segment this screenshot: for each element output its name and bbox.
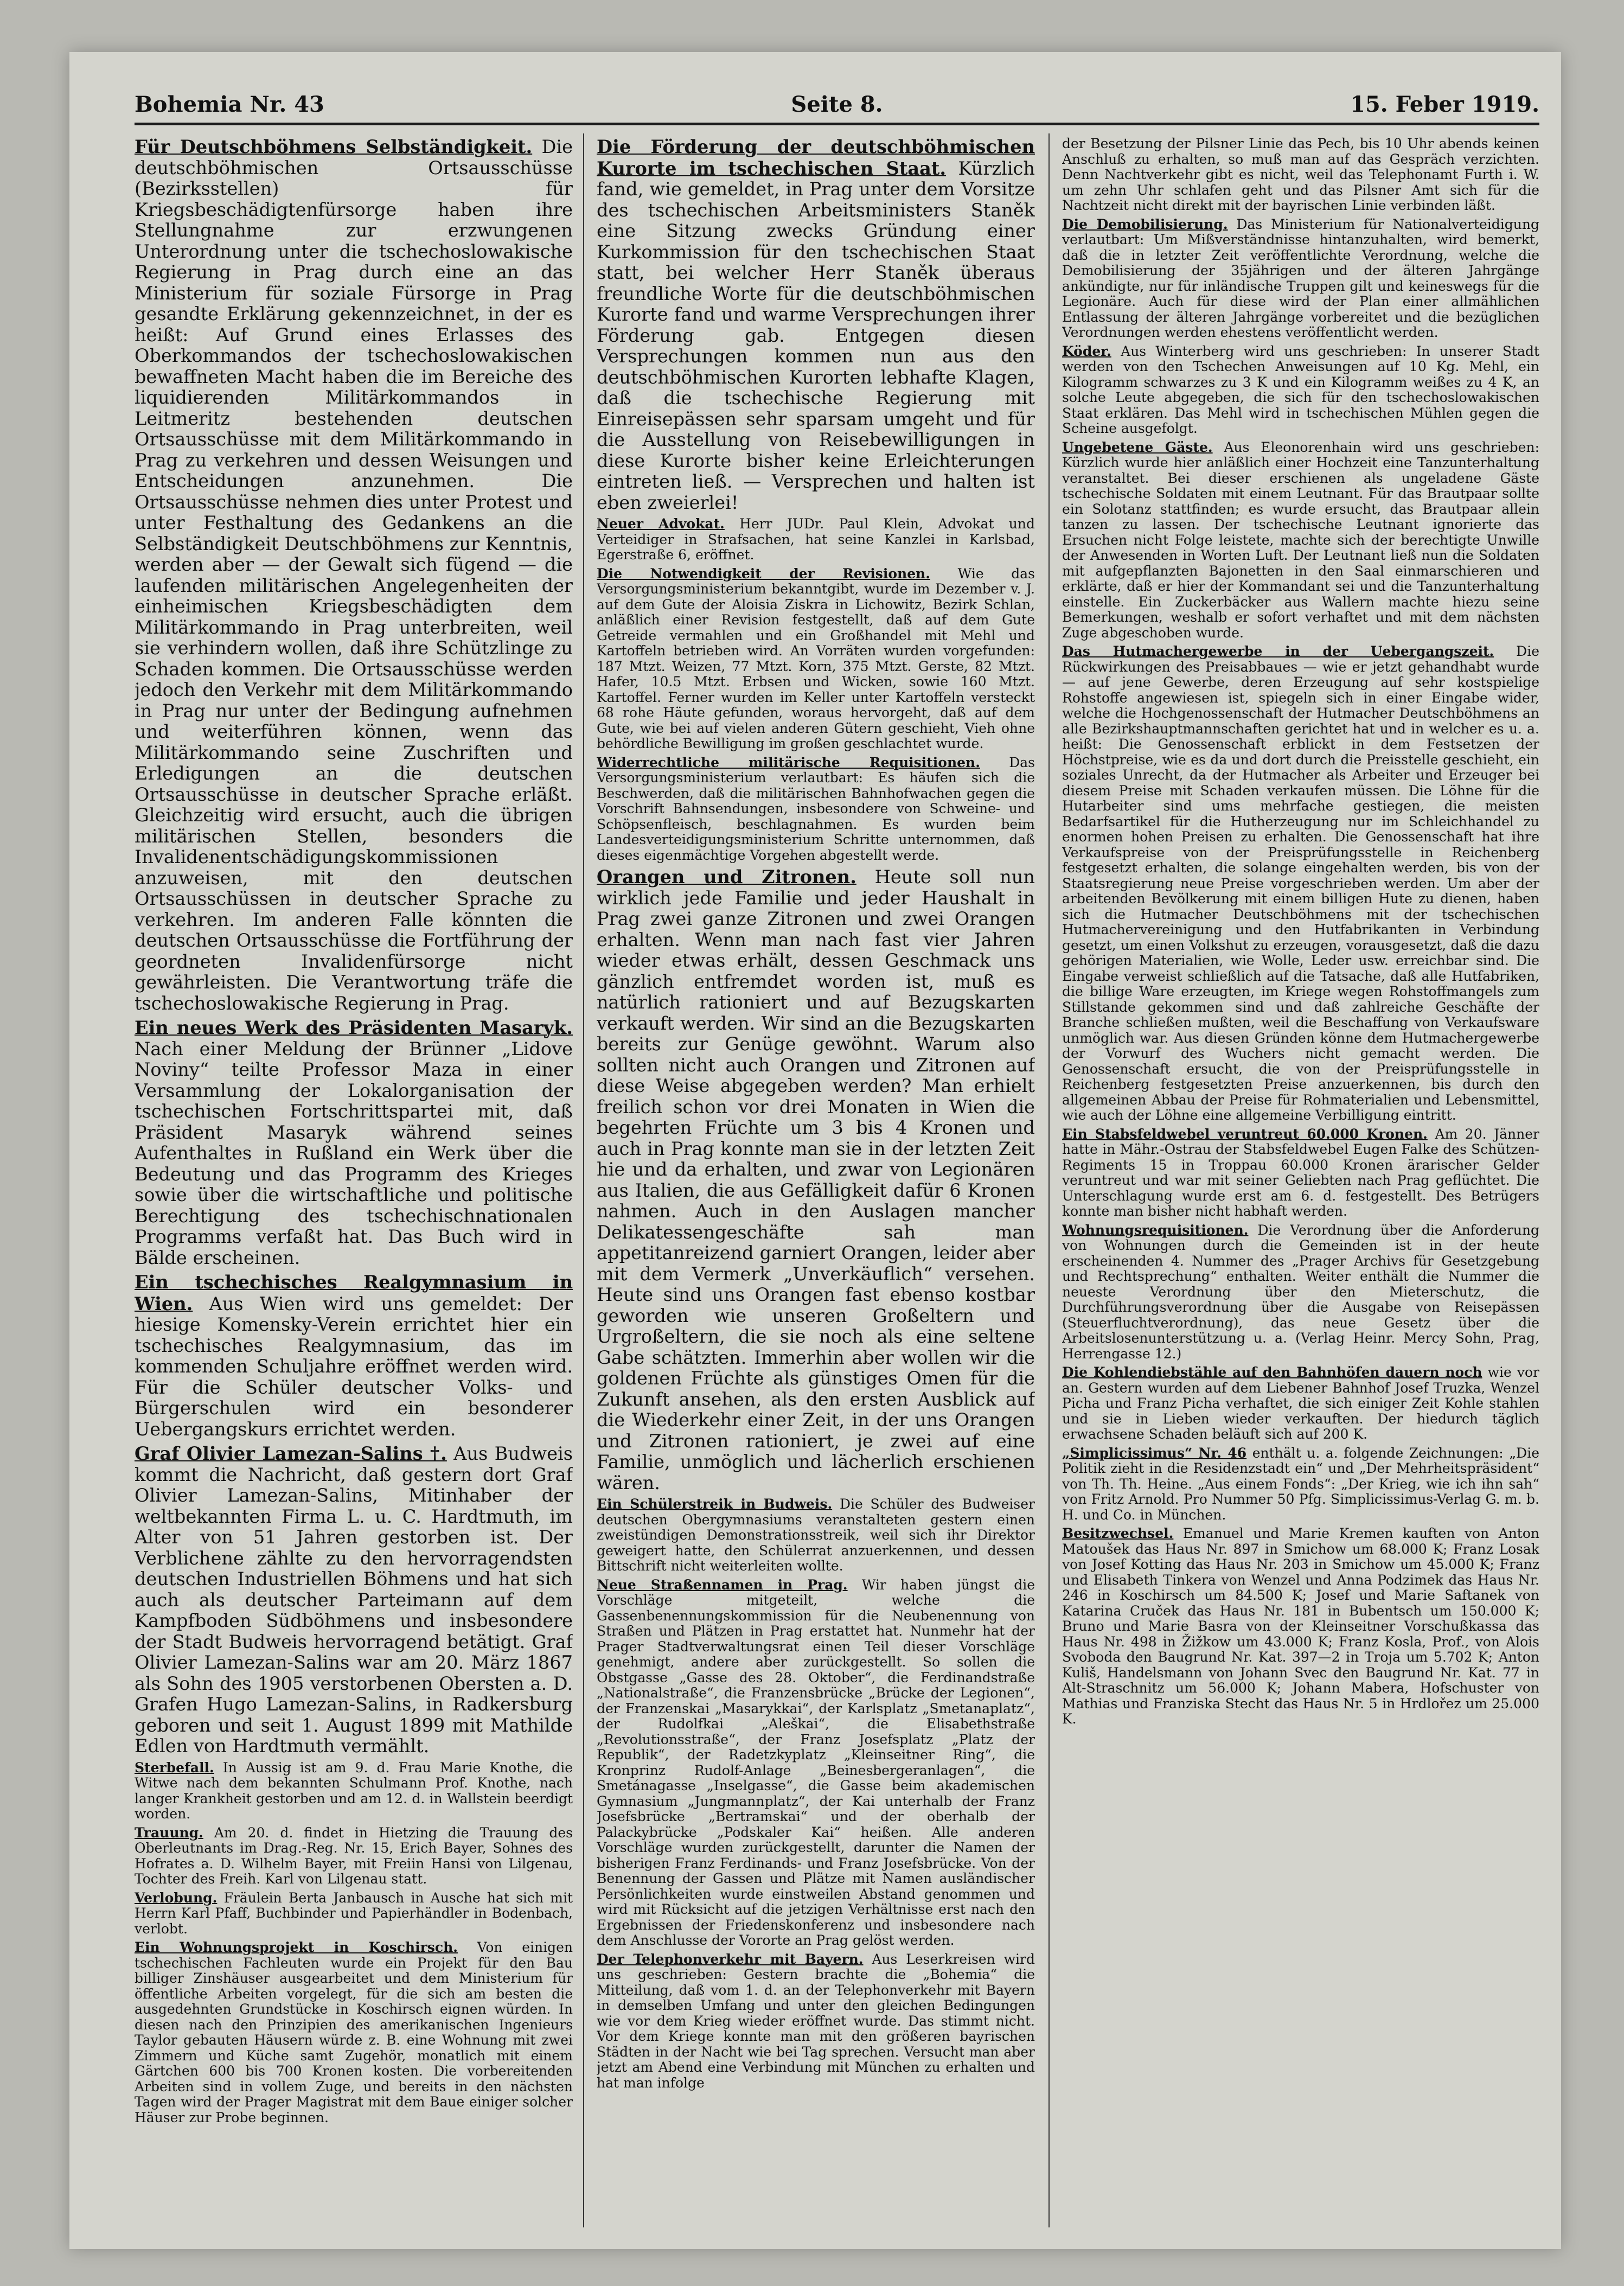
article-headline: Ein neues Werk des Präsidenten Masaryk. (135, 1017, 573, 1038)
article-c1f (135, 1825, 573, 1887)
article-headline: „Simplicissimus“ Nr. 46 (1062, 1445, 1247, 1461)
article-body: wie vor an. Gestern wurden auf dem Liebener Bahnhof Josef Truzka, Wenzel Picha und Franz Picha verhaftet, die sich einiger Zeit Kohle stahlen und sie in Lieben wieder verkauften. Der hiedurch täglich erwachsene Schaden beläuft sich auf 200 K. (1062, 1364, 1539, 1442)
article-body: Das Ministerium für Nationalverteidigung verlautbart: Um Mißverständnisse hintanzuhalten, wird bemerkt, daß die in letzter Zeit veröffentlichte Verordnung, welche die Demobilisierung der 35jährigen und der älteren Jahrgänge ankündigte, nur für inländische Truppen gilt und keineswegs für die Legionäre. Auch für diese wird der Plan einer allmählichen Entlassung der älteren Jahrgänge vorbereitet und die bezüglichen Verordnungen werden ehestens veröffentlicht werden. (1062, 216, 1539, 340)
article-headline: Der Telephonverkehr mit Bayern. (597, 1951, 864, 1967)
article-headline: Die Notwendigkeit der Revisionen. (597, 565, 931, 582)
article-c3g (1062, 1223, 1539, 1362)
article-body: der Besetzung der Pilsner Linie das Pech, bis 10 Uhr abends keinen Anschluß zu erhalten, so muß man auf das Gespräch verzichten. Denn Nachtverkehr gibt es nicht, weil das Telephonamt Furth i. W. um zehn Uhr schlafen geht und das Pilsner Amt sich für die Nachtzeit nicht direkt mit der bayrischen Linie verbinden läßt. (1062, 136, 1539, 213)
article-body: Heute soll nun wirklich jede Familie und jeder Haushalt in Prag zwei ganze Zitronen und zwei Orangen erhalten. Wenn man nach fast vier Jahren wieder etwas erhält, dessen Geschmack uns gänzlich entfremdet worden ist, muß es natürlich rationiert und auf Bezugskarten verkauft werden. Wir sind an die Bezugskarten bereits zur Genüge gewöhnt. Warum also sollten nicht auch Orangen und Zitronen auf diese Weise abgegeben werden? Man erhielt freilich schon vor drei Monaten in Wien die begehrten Früchte um 3 bis 4 Kronen und auch in Prag konnte man sie in der letzten Zeit hie und da erhalten, und zwar von Legionären aus Italien, die aus Gefälligkeit dafür 6 Kronen nahmen. Auch in den Auslagen mancher Delikatessengeschäfte sah man appetitanreizend garniert Orangen, leider aber mit dem Vermerk „Unverkäuflich“ versehen. Heute sind uns Orangen fast ebenso kostbar geworden wie unseren Großeltern und Urgroßeltern, die sie noch als eine seltene Gabe schätzten. Immerhin aber wollen wir die goldenen Früchte als günstiges Omen für die Zukunft ansehen, als den ersten Ausblick auf die Wiederkehr einer Zeit, in der uns Orangen und Zitronen rationiert, je zwei auf eine Familie, unmöglich und lächerlich erschienen wären. (597, 866, 1035, 1493)
article-body: Kürzlich fand, wie gemeldet, in Prag unter dem Vorsitze des tschechischen Arbeitsministers Staněk eine Sitzung zwecks Gründung einer Kurkommission für den tschechischen Staat statt, bei welcher Herr Staněk überaus freundliche Worte für die deutschböhmischen Kurorte fand und warme Versprechungen ihrer Förderung gab. Entgegen diesen Versprechungen kommen nun aus den deutschböhmischen Kurorten lebhafte Klagen, daß die tschechische Regierung mit Einreisepässen sehr sparsam umgeht und für die Ausstellung von Reisebewilligungen in diese Kurorte bisher keine Erleichterungen eintreten ließ. — Versprechen und halten ist eben zweierlei! (597, 157, 1035, 513)
article-body: Aus Eleonorenhain wird uns geschrieben: Kürzlich wurde hier anläßlich einer Hochzeit eine Tanzunterhaltung veranstaltet. Bei dieser erschienen als ungeladene Gäste tschechische Soldaten mit einem Leutnant. Für das Brautpaar sollte ein Solotanz stattfinden; es wurde ersucht, das Brautpaar allein tanzen zu lassen. Der tschechische Leutnant ignorierte das Ersuchen nicht Folge leistete, machte sich der berechtigte Unwille der Anwesenden in Worten Luft. Der Leutnant ließ nun die Soldaten mit aufgepflanzten Bajonetten in den Saal einmarschieren und erklärte, daß er hier der Kommandant sei und die Tanzunterhaltung einstelle. Ein Zuckerbäcker aus Wallern machte hiezu seine Bemerkungen, weshalb er sofort verhaftet und mit dem nächsten Zuge abgeschoben wurde. (1062, 439, 1539, 641)
article-c2c (597, 566, 1035, 752)
article-body: enthält u. a. folgende Zeichnungen: „Die Politik zieht in die Residenzstadt ein“ und „Der Mehrheitspräsident“ von Th. Th. Heine. „Aus einem Fonds“: „Der Krieg, wie ich ihn sah“ von Fritz Arnold. Pro Nummer 50 Pfg. Simplicissimus-Verlag G. m. b. H. und Co. in München. (1062, 1445, 1539, 1523)
article-c2d (597, 755, 1035, 864)
column-2 (597, 136, 1035, 2227)
article-headline: Ungebetene Gäste. (1062, 439, 1213, 455)
article-body: Aus Winterberg wird uns geschrieben: In unserer Stadt werden von den Tschechen Anweisungen auf 10 Kg. Mehl, ein Kilogramm schwarzes zu 3 K und ein Kilogramm weißes zu 4 K, an solche Leute abgegeben, die sich für den tschechoslowakischen Staat erklären. Das Mehl wird in tschechischen Mühlen gegen die Scheine ausgefolgt. (1062, 343, 1539, 436)
article-body: Das Versorgungsministerium verlautbart: Es häufen sich die Beschwerden, daß die militärischen Bahnhofwachen gegen die Vorschrift Bahnsendungen, insbesondere von Schweine- und Schöpsenfleisch, beschlagnahmen. Es wurden beim Landesverteidigungsministerium Schritte unternommen, daß dieses eigenmächtige Vorgehen abgestellt werde. (597, 754, 1035, 863)
column-1 (135, 136, 573, 2227)
article-body: Am 20. Jänner hatte in Mähr.-Ostrau der Stabsfeldwebel Eugen Falke des Schützen-Regiments 15 in Troppau 60.000 Kronen ärarischer Gelder veruntreut und war mit seiner Geliebten nach Prag geflüchtet. Die Unterschlagung wurde erst am 6. d. festgestellt. Des Betrügers konnte man bisher nicht habhaft werden. (1062, 1126, 1539, 1219)
article-c1g (135, 1891, 573, 1937)
article-body: Die Rückwirkungen des Preisabbaues — wie er jetzt gehandhabt wurde — auf jene Gewerbe, deren Erzeugung auf sehr kostspielige Rohstoffe angewiesen ist, spiegeln sich in einer Eingabe wider, welche die Hochgenossenschaft der Hutmacher Deutschböhmens an alle Bezirkshauptmannschaften gerichtet hat und in welcher es u. a. heißt: Die Genossenschaft erblickt in dem Festsetzen der Höchstpreise, wie es da und dort durch die Preisstelle geschieht, ein soziales Unrecht, da der Hutmacher als Arbeiter und Erzeuger bei diesem Preise mit Schaden verkaufen müssen. Die Löhne für die Hutarbeiter sind ums mehrfache gestiegen, die meisten Bedarfsartikel für die Hutherzeugung nur im Schleichhandel zu enormen hohen Preisen zu erhalten. Die Genossenschaft hat ihre Verkaufspreise von der Preisprüfungsstelle in Reichenberg festgesetzt erhalten, die solange eingehalten werden, bis von der Staatsregierung neue Preise vorgeschrieben werden. Um aber der arbeitenden Bevölkerung mit einem billigen Hute zu dienen, haben sich die Hutmacher Deutschböhmens mit der tschechischen Hutmachervereinigung und den Hutfabrikanten in Verbindung gesetzt, um einen Volkshut zu erzeugen, vorausgesetzt, daß die dazu gehörigen Materialien, wie Wolle, Leder usw. erreichbar sind. Die Eingabe verweist schließlich auf die Tatsache, daß alle Hutfabriken, die billige Ware erzeugten, im Kriege wegen Rohstoffmangels zum Stillstande gekommen sind und daß zahlreiche Geschäfte der Branche schließen mußten, weil die Beschaffung von Verkaufsware unmöglich war. Aus diesen Gründen könne dem Hutmachergewerbe der Vorwurf des Wuchers nicht gemacht werden. Die Genossenschaft ersucht, die von der Preisprüfungsstelle in Reichenberg festgesetzten Preise anzuerkennen, bis durch den allgemeinen Abbau der Preise für Rohmaterialien und Lebensmittel, wie auch der Löhne eine allgemeine Verbilligung eintritt. (1062, 643, 1539, 1123)
article-body: Herr JUDr. Paul Klein, Advokat und Verteidiger in Strafsachen, hat seine Kanzlei in Karlsbad, Egerstraße 6, eröffnet. (597, 516, 1035, 563)
article-headline: Trauung. (135, 1824, 203, 1841)
article-headline: Ein tschechisches Realgymnasium in Wien. (135, 1271, 573, 1314)
article-body: In Aussig ist am 9. d. Frau Marie Knothe, die Witwe nach dem bekannten Schulmann Prof. Knothe, nach langer Krankheit gestorben und am 12. d. in Wallstein beerdigt worden. (135, 1759, 573, 1822)
article-c1e (135, 1760, 573, 1822)
article-c1c (135, 1272, 573, 1440)
article-c3i (1062, 1446, 1539, 1523)
article-c3h (1062, 1365, 1539, 1442)
article-c2e (597, 866, 1035, 1493)
article-body: Aus Budweis kommt die Nachricht, daß gestern dort Graf Olivier Lamezan-Salins, Mitinhaber der weltbekannten Firma L. u. C. Hardtmuth, im Alter von 51 Jahren gestorben ist. Der Verblichene zählte zu den hervorragendsten deutschen Industriellen Böhmens und hat sich auch als deutscher Parteimann auf dem Kampfboden Südböhmens und insbesondere der Stadt Budweis hervorragend betätigt. Graf Olivier Lamezan-Salins war am 20. März 1867 als Sohn des 1905 verstorbenen Obersten a. D. Grafen Hugo Lamezan-Salins, in Radkersburg geboren und seit 1. August 1899 mit Mathilde Edlen von Hardtmuth vermählt. (135, 1443, 573, 1757)
article-headline: Für Deutschböhmens Selbständigkeit. (135, 136, 533, 157)
article-body: Wir haben jüngst die Vorschläge mitgeteilt, welche die Gassenbenennungskommission für die Neubenennung von Straßen und Plätzen in Prag erstattet hat. Nunmehr hat der Prager Stadtverwaltungsrat einen Teil dieser Vorschläge genehmigt, andere aber zurückgestellt. So sollen die Obstgasse „Gasse des 28. Oktober“, die Ferdinandstraße „Nationalstraße“, die Franzensbrücke „Brücke der Legionen“, der Franzenskai „Masarykkai“, der Karlsplatz „Smetanaplatz“, der Rudolfkai „Aleškai“, die Elisabethstraße „Revolutionsstraße“, der Franz Josefsplatz „Platz der Republik“, der Radetzkyplatz „Kleinseitner Ring“, die Kronprinz Rudolf-Anlage „Beinesbergeranlagen“, die Smetánagasse „Inselgasse“, die Gasse beim akademischen Gymnasium „Jungmannplatz“, der Kai unterhalb der Franz Josefsbrücke „Bertramskai“ und der oberhalb der Palackybrücke „Podskaler Kai“ heißen. Alle anderen Vorschläge wurden zurückgestellt, darunter die Namen der bisherigen Franz Ferdinands- und Franz Josefsbrücke. Von der Benennung der Gassen und Plätze mit Namen ausländischer Persönlichkeiten wurde einstweilen Abstand genommen und wird mit Rücksicht auf die jetzigen Verhältnisse erst nach den Ergebnissen der Friedenskonferenz und insbesondere nach dem Anschlusse der Vororte an Prag gelöst werden. (597, 1576, 1035, 1948)
article-c1d (135, 1443, 573, 1757)
header-date: 15. Feber 1919. (1350, 92, 1539, 117)
article-c3d (1062, 440, 1539, 641)
article-c2b (597, 516, 1035, 563)
article-c1h (135, 1940, 573, 2125)
article-c2a (597, 136, 1035, 513)
article-headline: Sterbefall. (135, 1759, 214, 1776)
article-headline: Widerrechtliche militärische Requisitionen. (597, 754, 980, 770)
article-headline: Das Hutmachergewerbe in der Uebergangszeit. (1062, 643, 1494, 659)
article-body: Am 20. d. findet in Hietzing die Trauung des Oberleutnants im Drag.-Reg. Nr. 15, Erich Bayer, Sohnes des Hofrates a. D. Wilhelm Bayer, mit Freiin Hansi von Lilgenau, Tochter des Freih. Karl von Lilgenau statt. (135, 1824, 573, 1887)
article-body: Wie das Versorgungsministerium bekanntgibt, wurde im Dezember v. J. auf dem Gute der Aloisia Ziskra in Lichowitz, Bezirk Schlan, anläßlich einer Revision festgestellt, daß auf dem Gute Getreide vermahlen und ein Großhandel mit Mehl und Kartoffeln betrieben wird. An Vorräten wurden vorgefunden: 187 Mtzt. Weizen, 77 Mtzt. Korn, 375 Mtzt. Gerste, 82 Mtzt. Hafer, 10.5 Mtzt. Erbsen und Wicken, sowie 160 Mtzt. Kartoffel. Ferner wurden im Keller unter Kartoffeln versteckt 68 rohe Häute gefunden, woraus hervorgeht, daß auf dem Gute, wie bei auf vielen anderen Gütern geschieht, Vieh ohne behördliche Bewilligung im großen geschlachtet wurde. (597, 565, 1035, 751)
article-c3j (1062, 1526, 1539, 1727)
column-3 (1062, 136, 1539, 2227)
article-headline: Köder. (1062, 343, 1111, 359)
article-c3b (1062, 217, 1539, 341)
newspaper-page (69, 52, 1561, 2249)
article-headline: Die Demobilisierung. (1062, 216, 1228, 232)
article-body: Aus Wien wird uns gemeldet: Der hiesige Komensky-Verein errichtet hier ein tschechisches Realgymnasium, das im kommenden Schuljahre eröffnet werden wird. Für die Schüler deutscher Volks- und Bürgerschulen wird ein besonderer Uebergangskurs errichtet werden. (135, 1293, 573, 1440)
article-headline: Besitzwechsel. (1062, 1525, 1174, 1541)
article-headline: Die Förderung der deutschböhmischen Kurorte im tschechischen Staat. (597, 136, 1035, 179)
article-c2h (597, 1952, 1035, 2091)
article-body: Aus Leserkreisen wird uns geschrieben: Gestern brachte die „Bohemia“ die Mitteilung, daß vom 1. d. an der Telephonverkehr mit Bayern in demselben Umfang und unter den gleichen Bedingungen wie vor dem Krieg wieder eröffnet wurde. Das stimmt nicht. Vor dem Kriege konnte man mit den größeren bayrischen Städten in der Nacht wie bei Tag sprechen. Versucht man aber jetzt am Abend eine Verbindung mit München zu erhalten und hat man infolge (597, 1951, 1035, 2091)
header-page-number: Seite 8. (791, 92, 883, 117)
article-headline: Wohnungsrequisitionen. (1062, 1222, 1249, 1238)
article-body: Von einigen tschechischen Fachleuten wurde ein Projekt für den Bau billiger Zinshäuser ausgearbeitet und dem Ministerium für öffentliche Arbeiten vorgelegt, für die sich am besten die ausgedehnten Grundstücke in Koschirsch eignen würden. In diesen nach den Prinzipien des amerikanischen Ingenieurs Taylor gebauten Häusern würde z. B. eine Wohnung mit zwei Zimmern und Küche samt Zugehör, monatlich mit einem Gärtchen 600 bis 700 Kronen kosten. Die vorbereitenden Arbeiten sind in vollem Zuge, und bereits in den nächsten Tagen wird der Prager Magistrat mit dem Baue einiger solcher Häuser zur Probe beginnen. (135, 1939, 573, 2125)
article-headline: Die Kohlendiebstähle auf den Bahnhöfen dauern noch (1062, 1364, 1482, 1380)
article-c3e (1062, 644, 1539, 1123)
article-headline: Ein Wohnungsprojekt in Koschirsch. (135, 1939, 458, 1955)
article-body: Nach einer Meldung der Brünner „Lidove Noviny“ teilte Professor Maza in einer Versammlung der Lokalorganisation der tschechischen Fortschrittspartei mit, daß Präsident Masaryk während seines Aufenthaltes in Rußland ein Werk über die Bedeutung und das Programm des Krieges sowie über die wirtschaftliche und politische Berechtigung des tschechischnationalen Programms verfaßt hat. Das Buch wird in Bälde erscheinen. (135, 1038, 573, 1268)
article-body: Die deutschböhmischen Ortsausschüsse (Bezirksstellen) für Kriegsbeschädigtenfürsorge haben ihre Stellungnahme zur erzwungenen Unterordnung unter die tschechoslowakische Regierung in Prag durch eine an das Ministerium für soziale Fürsorge in Prag gesandte Erklärung gekennzeichnet, in der es heißt: Auf Grund eines Erlasses des Oberkommandos der tschechoslowakischen bewaffneten Macht haben die im Bereiche des liquidierenden Militärkommandos in Leitmeritz bestehenden deutschen Ortsausschüsse mit dem Militärkommando in Prag zu verkehren und dessen Weisungen und Entscheidungen anzunehmen. Die Ortsausschüsse nehmen dies unter Protest und unter Festhaltung des Gedankens an die Selbständigkeit Deutschböhmens zur Kenntnis, werden aber — der Gewalt sich fügend — die laufenden militärischen Angelegenheiten der einheimischen Kriegsbeschädigten dem Militärkommando in Prag unterbreiten, weil sie verhindern wollen, daß ihre Schützlinge zu Schaden kommen. Die Ortsausschüsse werden jedoch den Verkehr mit dem Militärkommando in Prag nur unter der Bedingung aufnehmen und weiterführen können, wenn das Militärkommando seine Zuschriften und Erledigungen an die deutschen Ortsausschüsse in deutscher Sprache erläßt. Gleichzeitig wird ersucht, auch die übrigen militärischen Stellen, besonders die Invalidenentschädigungskommissionen anzuweisen, mit den deutschen Ortsausschüssen in deutscher Sprache zu verkehren. Im anderen Falle könnten die deutschen Ortsausschüsse die Fortführung der geordneten Invalidenfürsorge nicht gewährleisten. Die Verantwortung träfe die tschechoslowakische Regierung in Prag. (135, 136, 573, 1014)
column-divider (1048, 133, 1050, 2227)
article-c2g (597, 1578, 1035, 1949)
column-divider (583, 133, 584, 2227)
page-header (135, 85, 1539, 125)
article-body: Die Verordnung über die Anforderung von Wohnungen durch die Gemeinden ist in der heute erscheinenden 4. Nummer des „Prager Archivs für Gesetzgebung und Rechtsprechung“ enthalten. Weiter enthält die Nummer die neueste Verordnung über den Mieterschutz, die Durchführungsverordnung über die Ausgabe von Reisepässen (Steuerfluchtverordnung), das neue Gesetz über die Arbeitslosenunterstützung u. a. (Verlag Heinr. Mercy Sohn, Prag, Herrengasse 12.) (1062, 1222, 1539, 1362)
article-headline: Orangen und Zitronen. (597, 866, 856, 887)
article-c3c (1062, 344, 1539, 437)
article-headline: Graf Olivier Lamezan-Salins †. (135, 1442, 447, 1464)
article-c3f (1062, 1127, 1539, 1219)
article-headline: Neuer Advokat. (597, 516, 725, 532)
article-body: Emanuel und Marie Kremen kauften von Anton Matoušek das Haus Nr. 897 in Smichow um 68.000 K; Franz Losak von Josef Kotting das Haus Nr. 203 in Smichow um 45.000 K; Franz und Elisabeth Tinkera von Wenzel und Anna Podzimek das Haus Nr. 246 in Koschirsch um 84.500 K; Josef und Marie Saftanek von Katarina Cruček das Haus Nr. 181 in Bubentsch um 150.000 K; Bruno und Marie Basra von der Kleinseitner Vorschußkassa das Haus Nr. 498 in Žižkow um 43.000 K; Franz Kosla, Prof., von Alois Svoboda den Baugrund Nr. Kat. 397—2 in Troja um 5.702 K; Anton Kuliš, Handelsmann von Johann Svec den Baugrund Nr. Kat. 77 in Alt-Straschnitz um 56.000 K; Johann Mabera, Hofschuster von Mathias und Franziska Stecht das Haus Nr. 5 in Hrdlořez um 25.000 K. (1062, 1525, 1539, 1727)
article-c2f (597, 1497, 1035, 1574)
article-headline: Verlobung. (135, 1889, 218, 1906)
article-headline: Ein Schülerstreik in Budweis. (597, 1496, 833, 1512)
article-headline: Neue Straßennamen in Prag. (597, 1576, 848, 1593)
article-body: Fräulein Berta Janbausch in Ausche hat sich mit Herrn Karl Pfaff, Buchbinder und Papierhändler in Bodenbach, verlobt. (135, 1889, 573, 1937)
header-issue: Bohemia Nr. 43 (135, 92, 324, 117)
article-c1b (135, 1017, 573, 1268)
article-headline: Ein Stabsfeldwebel veruntreut 60.000 Kronen. (1062, 1126, 1428, 1142)
article-c3a (1062, 136, 1539, 214)
article-body: Die Schüler des Budweiser deutschen Obergymnasiums veranstalteten gestern einen zweistündigen Demonstrationsstreik, weil sich ihr Direktor geweigert hatte, den Schülerrat anzuerkennen, und dessen Bittschrift nicht weiterleiten wollte. (597, 1496, 1035, 1574)
article-c1a (135, 136, 573, 1014)
